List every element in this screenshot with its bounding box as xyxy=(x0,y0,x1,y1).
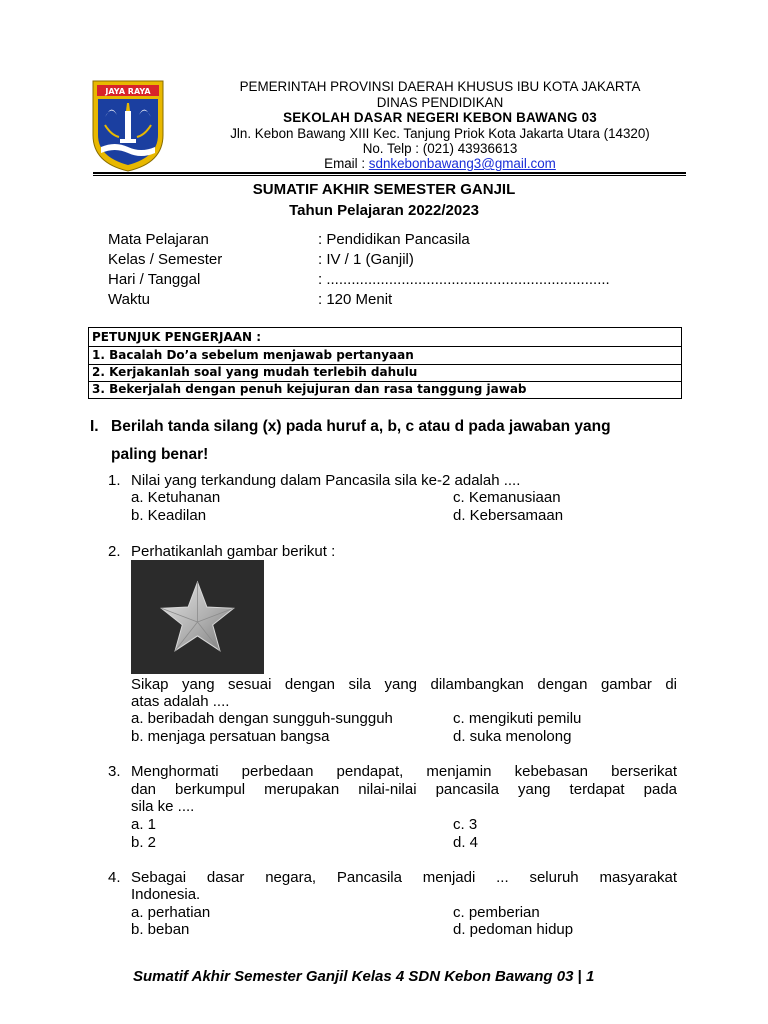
option-a[interactable]: a. 1 xyxy=(131,816,157,833)
letterhead-address: Jln. Kebon Bawang XIII Kec. Tanjung Priok Kota Jakarta Utara (14320) xyxy=(230,126,650,141)
info-value-date: : .................................................................... xyxy=(318,271,610,288)
section-instruction-cont: paling benar! xyxy=(111,446,209,463)
instruction-item: 3. Bekerjalah dengan penuh kejujuran dan rasa tanggung jawab xyxy=(92,382,527,396)
question-number: 4. xyxy=(108,869,121,886)
info-label-subject: Mata Pelajaran xyxy=(108,231,209,248)
option-b[interactable]: b. 2 xyxy=(131,834,157,851)
jakarta-emblem-logo xyxy=(91,77,165,173)
letterhead-department: DINAS PENDIDIKAN xyxy=(376,95,504,110)
email-link[interactable]: sdnkebonbawang3@gmail.com xyxy=(368,156,556,171)
info-label-class: Kelas / Semester xyxy=(108,251,223,268)
info-label-time: Waktu xyxy=(108,291,150,308)
instruction-item: 1. Bacalah Do’a sebelum menjawab pertanyaan xyxy=(92,348,414,362)
page-number: 1 xyxy=(585,968,595,985)
letterhead-rule-thin xyxy=(93,175,686,176)
letterhead-phone: No. Telp : (021) 43936613 xyxy=(362,141,518,156)
page-footer xyxy=(133,968,594,985)
question-text: Menghormati perbedaan pendapat, menjamin kebebasan berserikat xyxy=(131,763,677,780)
option-c[interactable]: c. 3 xyxy=(453,816,478,833)
option-d[interactable]: d. suka menolong xyxy=(453,728,572,745)
info-value-time: : 120 Menit xyxy=(318,291,393,308)
info-value-class: : IV / 1 (Ganjil) xyxy=(318,251,414,268)
info-label-date: Hari / Tanggal xyxy=(108,271,201,288)
instruction-item: 2. Kerjakanlah soal yang mudah terlebih dahulu xyxy=(92,365,418,379)
letterhead-email-line xyxy=(168,156,712,172)
section-number: I. xyxy=(90,418,99,435)
section-instruction: Berilah tanda silang (x) pada huruf a, b, c atau d pada jawaban yang xyxy=(111,418,611,435)
question-text-cont: atas adalah .... xyxy=(131,693,230,710)
question-number: 1. xyxy=(108,472,121,489)
footer-separator: | xyxy=(573,968,586,985)
option-d[interactable]: d. pedoman hidup xyxy=(453,921,574,938)
question-text-cont: dan berkumpul merupakan nilai-nilai pancasila yang terdapat pada xyxy=(131,781,677,798)
question-number: 3. xyxy=(108,763,121,780)
question-number: 2. xyxy=(108,543,121,560)
option-b[interactable]: b. Keadilan xyxy=(131,507,207,524)
question-text-cont: sila ke .... xyxy=(131,798,195,815)
option-a[interactable]: a. perhatian xyxy=(131,904,211,921)
option-c[interactable]: c. mengikuti pemilu xyxy=(453,710,582,727)
letterhead-school-name: SEKOLAH DASAR NEGERI KEBON BAWANG 03 xyxy=(283,110,597,125)
instructions-divider xyxy=(89,346,681,347)
exam-title: SUMATIF AKHIR SEMESTER GANJIL xyxy=(252,181,516,198)
letterhead-rule xyxy=(93,172,686,174)
question-text: Nilai yang terkandung dalam Pancasila sila ke-2 adalah .... xyxy=(131,472,521,489)
exam-year: Tahun Pelajaran 2022/2023 xyxy=(289,202,479,219)
letterhead-government: PEMERINTAH PROVINSI DAERAH KHUSUS IBU KOTA JAKARTA xyxy=(239,79,641,94)
star-icon xyxy=(131,560,264,674)
svg-text:JAYA RAYA: JAYA RAYA xyxy=(105,87,151,96)
question-text-cont: Indonesia. xyxy=(131,886,201,903)
option-b[interactable]: b. beban xyxy=(131,921,190,938)
option-d[interactable]: d. Kebersamaan xyxy=(453,507,564,524)
option-c[interactable]: c. Kemanusiaan xyxy=(453,489,561,506)
question-text: Sebagai dasar negara, Pancasila menjadi ... seluruh masyarakat xyxy=(131,869,677,886)
question-text-cont: Sikap yang sesuai dengan sila yang dilambangkan dengan gambar di xyxy=(131,676,677,693)
option-c[interactable]: c. pemberian xyxy=(453,904,540,921)
question-text: Perhatikanlah gambar berikut : xyxy=(131,543,336,560)
option-a[interactable]: a. Ketuhanan xyxy=(131,489,221,506)
option-b[interactable]: b. menjaga persatuan bangsa xyxy=(131,728,330,745)
option-a[interactable]: a. beribadah dengan sungguh-sungguh xyxy=(131,710,393,727)
instructions-heading: PETUNJUK PENGERJAAN : xyxy=(92,330,262,344)
email-label: Email : xyxy=(324,156,369,171)
footer-text: Sumatif Akhir Semester Ganjil Kelas 4 SDN Kebon Bawang 03 xyxy=(133,968,574,985)
info-value-subject: : Pendidikan Pancasila xyxy=(318,231,470,248)
option-d[interactable]: d. 4 xyxy=(453,834,479,851)
